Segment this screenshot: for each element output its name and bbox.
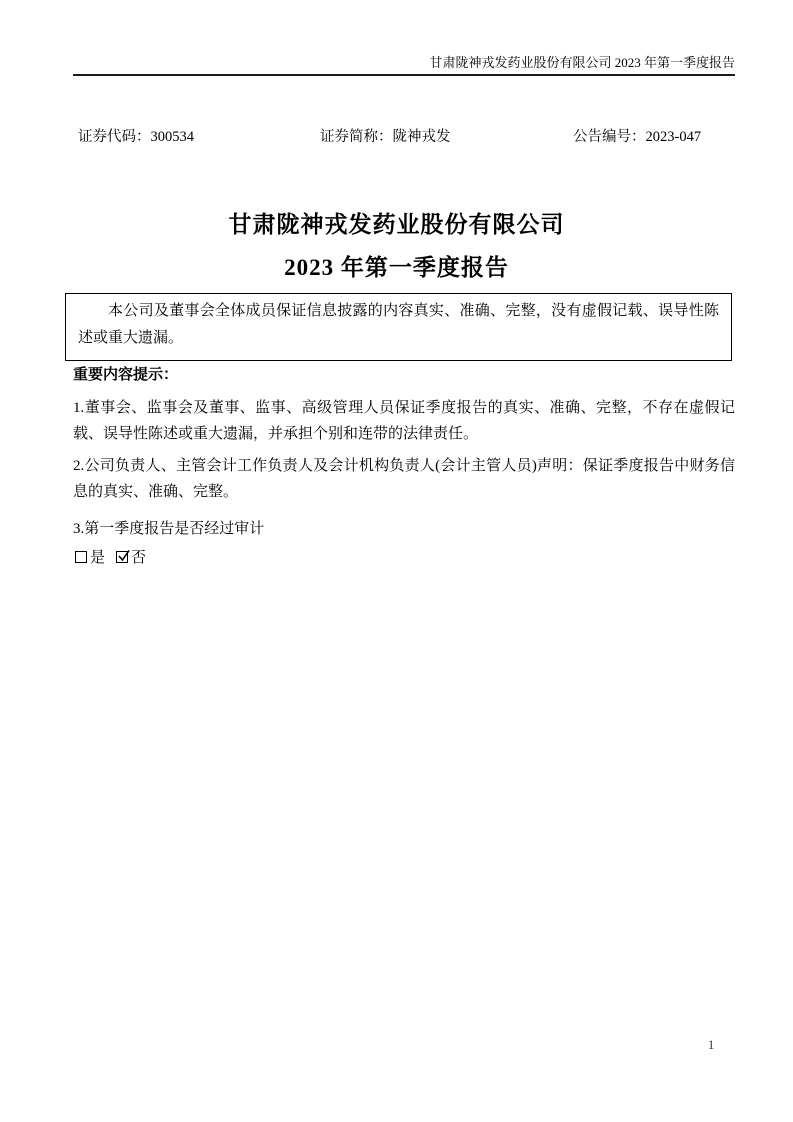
check-icon (117, 550, 130, 563)
notice-item-3: 3.第一季度报告是否经过审计 (73, 521, 265, 537)
no-checkbox-icon[interactable] (116, 551, 128, 563)
notice-heading: 重要内容提示： (73, 367, 179, 383)
report-title: 2023 年第一季度报告 (284, 255, 509, 280)
running-header: 甘肃陇神戎发药业股份有限公司 2023 年第一季度报告 (73, 54, 735, 76)
notice-item-1: 1.董事会、监事会及董事、监事、高级管理人员保证季度报告的真实、准确、完整，不存在虚假记载、误导性陈述或重大遗漏，并承担个别和连带的法律责任。 (73, 400, 735, 442)
stock-code: 证券代码：300534 (78, 129, 194, 145)
audit-choice-row (75, 546, 146, 567)
notice-item-2: 2.公司负责人、主管会计工作负责人及会计机构负责人(会计主管人员)声明：保证季度报告中财务信息的真实、准确、完整。 (73, 458, 735, 500)
page-number: 1 (708, 1038, 715, 1052)
company-title: 甘肃陇神戎发药业股份有限公司 (228, 212, 565, 237)
audit-no-label: 否 (131, 550, 147, 566)
securities-info-row (73, 125, 735, 143)
stock-short-name: 证券简称：陇神戎发 (320, 129, 451, 145)
board-statement-box: 本公司及董事会全体成员保证信息披露的内容真实、准确、完整，没有虚假记载、误导性陈述或重大遗漏。 (65, 293, 732, 361)
audit-option-no[interactable] (116, 546, 146, 567)
audit-yes-label: 是 (90, 550, 106, 566)
audit-option-yes[interactable] (75, 546, 105, 567)
yes-checkbox-icon[interactable] (75, 551, 87, 563)
announcement-number: 公告编号：2023-047 (573, 129, 702, 145)
